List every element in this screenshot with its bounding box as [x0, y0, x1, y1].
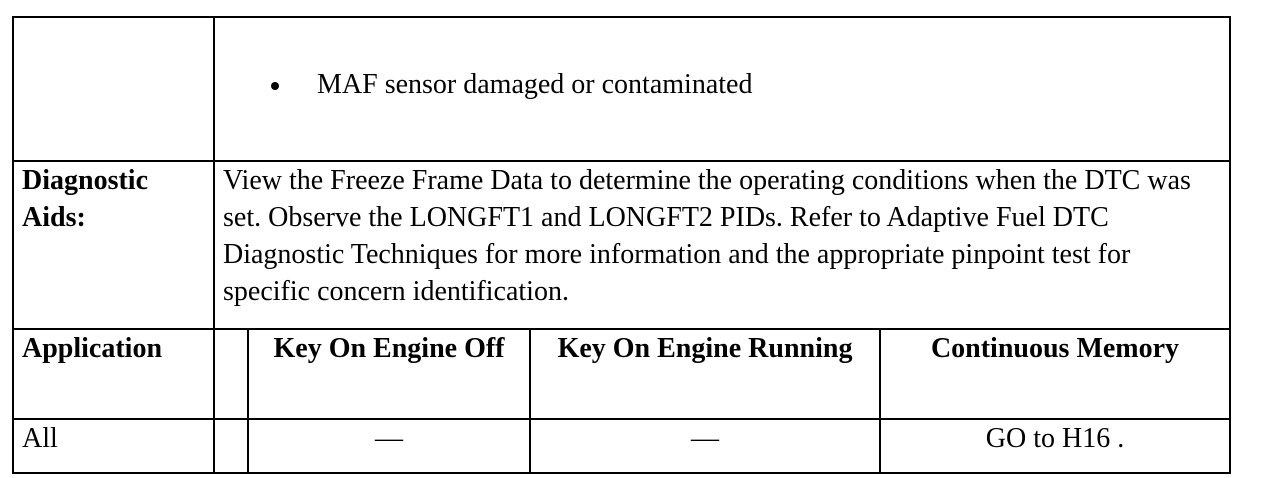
- spacer-cell: [214, 329, 248, 419]
- diagnostic-aids-row: [13, 161, 1230, 329]
- bullet-icon: [271, 82, 279, 90]
- possible-causes-cell: [214, 17, 1230, 161]
- application-label: Application: [13, 329, 214, 419]
- koer-header: Key On Engine Running: [530, 329, 880, 419]
- diagnostic-aids-label: Diagnostic Aids:: [13, 161, 214, 329]
- spacer-cell: [214, 419, 248, 473]
- application-value: All: [13, 419, 214, 473]
- continuous-memory-value: GO to H16 .: [880, 419, 1230, 473]
- koeo-value: —: [248, 419, 530, 473]
- application-header-row: [13, 329, 1230, 419]
- possible-causes-row: [13, 17, 1230, 161]
- possible-causes-label-cell: [13, 17, 214, 161]
- table-row: [13, 419, 1230, 473]
- cause-text: MAF sensor damaged or contaminated: [317, 68, 753, 100]
- diagnostic-aids-text: View the Freeze Frame Data to determine the operating conditions when the DTC was set. Observe the LONGFT1 and LONGFT2 PIDs. Refer to Adaptive Fuel DTC Diagnostic Techniques for more information and the appropriate pinpoint test for specific concern identification.: [214, 161, 1230, 329]
- diagnostic-table: [12, 16, 1231, 474]
- cause-list-item: [271, 66, 1221, 103]
- koeo-header: Key On Engine Off: [248, 329, 530, 419]
- koer-value: —: [530, 419, 880, 473]
- continuous-memory-header: Continuous Memory: [880, 329, 1230, 419]
